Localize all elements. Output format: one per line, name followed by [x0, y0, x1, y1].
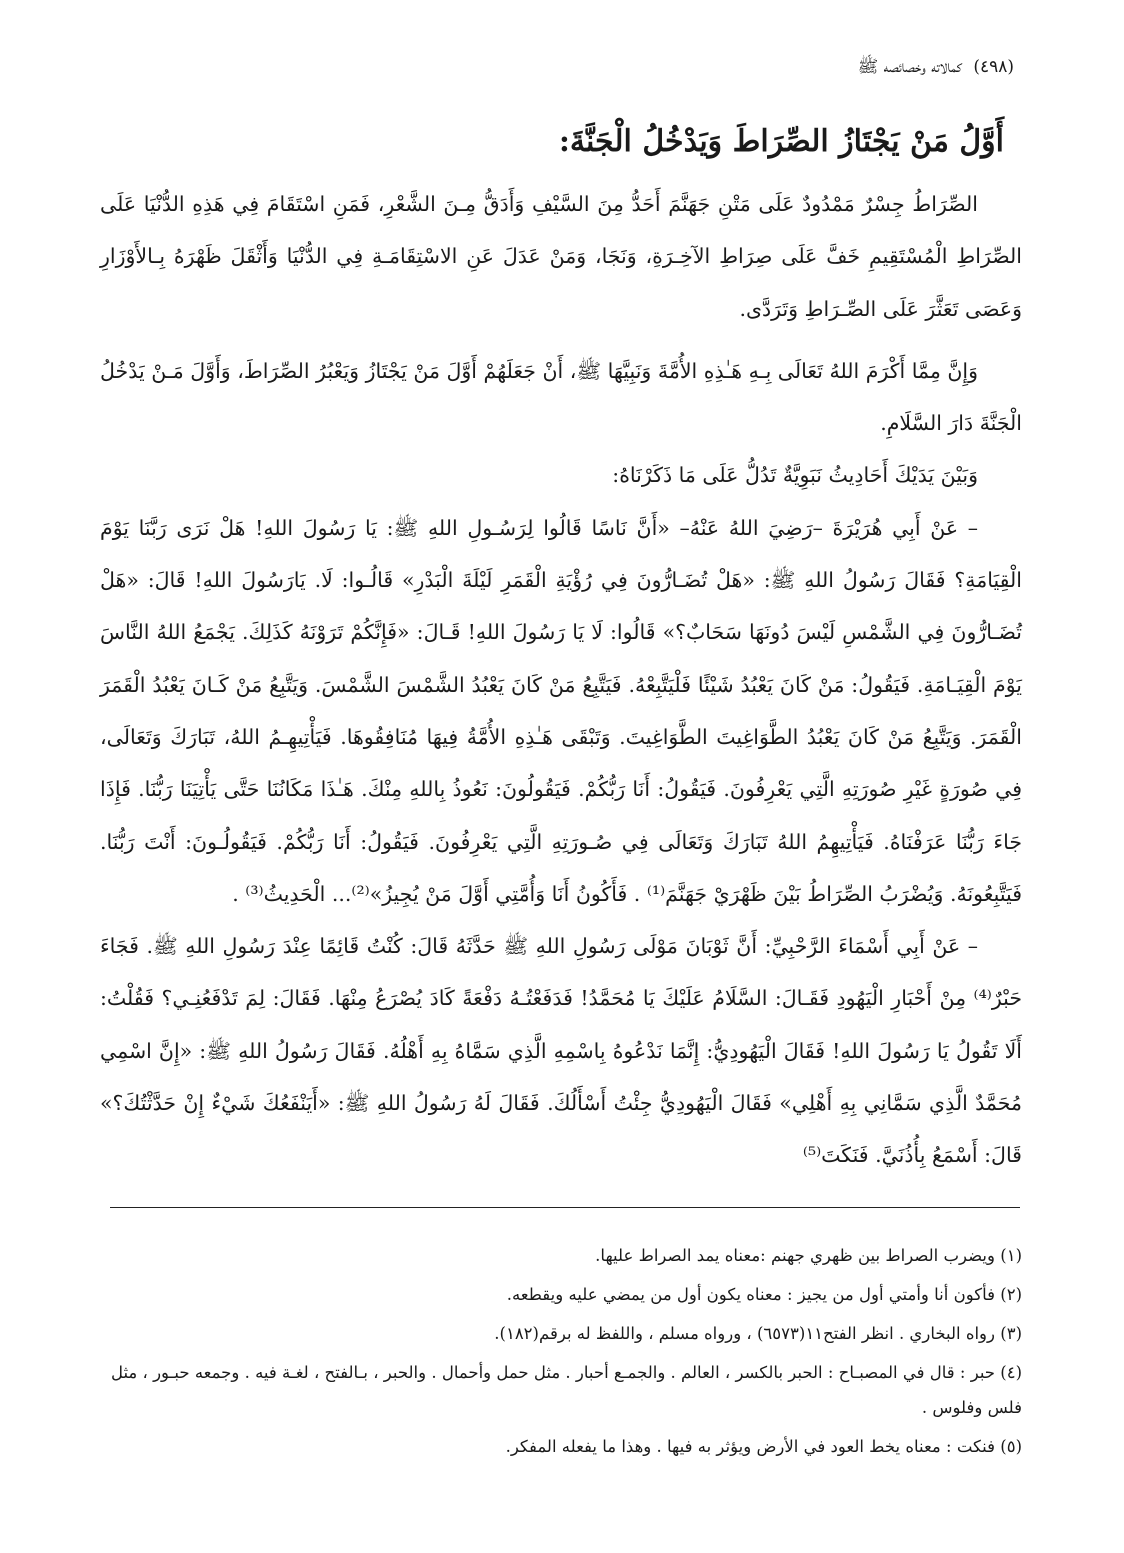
footnote-4: (٤) حبر : قال في المصبـاح : الحبر بالكسر ، العالم . والجمـع أحبار . مثل حمل وأحمال . والحبر ، بـالفتح ، لغـة فيه . وجمعه حبـور ، مثل فلس وفلوس . [110, 1363, 1022, 1417]
footnote-2: (٢) فأكون أنا وأمتي أول من يجيز : معناه يكون أول من يمضي عليه ويقطعه. [506, 1285, 1022, 1304]
footnote-3: (٣) رواه البخاري . انظر الفتح١١(٦٥٧٣) ، ورواه مسلم ، واللفظ له برقم(١٨٢). [494, 1324, 1022, 1343]
paragraph: وَإِنَّ مِمَّا أَكْرَمَ اللهُ تَعَالَى بِـهِ هَـٰذِهِ الأُمَّةَ وَنَبِيَّهَا ﷺ، أَنْ جَعَلَهُمْ أَوَّلَ مَنْ يَجْتَازُ وَيَعْبُرُ الصِّرَاطَ، وَأَوَّلَ مَـنْ يَدْخُلُ الْجَنَّةَ دَارَ السَّلَامِ. [100, 358, 1022, 436]
section-title: أَوَّلُ مَنْ يَجْتَازُ الصِّرَاطَ وَيَدْخُلُ الْجَنَّةَ: [558, 124, 1004, 159]
footnotes [100, 1238, 1022, 1468]
footnote-5: (٥) فنكت : معناه يخط العود في الأرض ويؤثر به فيها . وهذا ما يفعله المفكر. [505, 1437, 1022, 1456]
page-number: (٤٩٨) [973, 57, 1014, 77]
paragraph: – عَنْ أَبِي أَسْمَاءَ الرَّحْبِيِّ: أَنَّ ثَوْبَانَ مَوْلَى رَسُولِ اللهِ ﷺ حَدَّثَهُ قَالَ: كُنْتُ قَائِمًا عِنْدَ رَسُولِ اللهِ ﷺ. فَجَاءَ حَبْرٌ⁽⁴⁾ مِنْ أَحْبَارِ الْيَهُودِ فَقَـالَ: السَّلَامُ عَلَيْكَ يَا مُحَمَّدُ! فَدَفَعْتُـهُ دَفْعَةً كَادَ يُصْرَعُ مِنْهَا. فَقَالَ: لِمَ تَدْفَعُنِـي؟ فَقُلْتُ: أَلَا تَقُولُ يَا رَسُولَ اللهِ! فَقَالَ الْيَهُودِيُّ: إِنَّمَا نَدْعُوهُ بِاسْمِهِ الَّذِي سَمَّاهُ بِهِ أَهْلُهُ. فَقَالَ رَسُولُ اللهِ ﷺ: «إِنَّ اسْمِي مُحَمَّدٌ الَّذِي سَمَّانِي بِهِ أَهْلِي» فَقَالَ الْيَهُودِيُّ جِئْتُ أَسْأَلُكَ. فَقَالَ لَهُ رَسُولُ اللهِ ﷺ: «أَيَنْفَعُكَ شَيْءٌ إِنْ حَدَّثْتُكَ؟» قَالَ: أَسْمَعُ بِأُذُنَيَّ. فَنَكَتَ⁽⁵⁾ [100, 934, 1022, 1168]
main-text [100, 178, 1022, 1182]
footnote-divider [110, 1207, 1020, 1208]
paragraph: الصِّرَاطُ جِسْرٌ مَمْدُودٌ عَلَى مَتْنِ جَهَنَّمَ أَحَدُّ مِنَ السَّيْفِ وَأَدَقُّ مِـنَ الشَّعْرِ، فَمَنِ اسْتَقَامَ فِي هَذِهِ الدُّنْيَا عَلَى الصِّرَاطِ الْمُسْتَقِيمِ خَفَّ عَلَى صِرَاطِ الآخِـرَةِ، وَنَجَا، وَمَنْ عَدَلَ عَنِ الاسْتِقَامَـةِ فِي الدُّنْيَا وَأَثْقَلَ ظَهْرَهُ بِـالأَوْزَارِ وَعَصَى تَعَثَّرَ عَلَى الصِّـرَاطِ وَتَرَدَّى. [100, 192, 1022, 321]
running-title: كمالاته وخصائصه ﷺ [857, 57, 962, 77]
page-header [694, 56, 1014, 81]
paragraph: – عَنْ أَبِي هُرَيْرَةَ –رَضِيَ اللهُ عَنْهُ– «أَنَّ نَاسًا قَالُوا لِرَسُـولِ اللهِ ﷺ: يَا رَسُولَ اللهِ! هَلْ نَرَى رَبَّنَا يَوْمَ الْقِيَامَةِ؟ فَقَالَ رَسُولُ اللهِ ﷺ: «هَلْ تُضَـارُّونَ فِي رُؤْيَةِ الْقَمَرِ لَيْلَةَ الْبَدْرِ» قَالُـوا: لَا. يَارَسُولَ اللهِ! قَالَ: «هَلْ تُضَـارُّونَ فِي الشَّمْسِ لَيْسَ دُونَهَا سَحَابٌ؟» قَالُوا: لَا يَا رَسُولَ اللهِ! قَـالَ: «فَإِنَّكُمْ تَرَوْنَهُ كَذَلِكَ. يَجْمَعُ اللهُ النَّاسَ يَوْمَ الْقِيَـامَةِ. فَيَقُولُ: مَنْ كَانَ يَعْبُدُ شَيْئًا فَلْيَتَّبِعْهُ. فَيَتَّبِعُ مَنْ كَانَ يَعْبُدُ الشَّمْسَ الشَّمْسَ. وَيَتَّبِعُ مَنْ كَـانَ يَعْبُدُ الْقَمَرَ الْقَمَرَ. وَيَتَّبِعُ مَنْ كَانَ يَعْبُدُ الطَّوَاغِيتَ الطَّوَاغِيتَ. وَتَبْقَى هَـٰذِهِ الأُمَّةُ فِيهَا مُنَافِقُوهَا. فَيَأْتِيهِـمُ اللهُ، تَبَارَكَ وَتَعَالَى، فِي صُورَةٍ غَيْرِ صُورَتِهِ الَّتِي يَعْرِفُونَ. فَيَقُولُ: أَنَا رَبُّكُمْ. فَيَقُولُونَ: نَعُوذُ بِاللهِ مِنْكَ. هَـٰذَا مَكَانُنَا حَتَّى يَأْتِيَنَا رَبُّنَا. فَإِذَا جَاءَ رَبُّنَا عَرَفْنَاهُ. فَيَأْتِيهِمُ اللهُ تَبَارَكَ وَتَعَالَى فِي صُـورَتِهِ الَّتِي يَعْرِفُونَ. فَيَقُولُ: أَنَا رَبُّكُمْ. فَيَقُولُـونَ: أَنْتَ رَبُّنَا. فَيَتَّبِعُونَهُ. وَيُضْرَبُ الصِّرَاطُ بَيْنَ ظَهْرَيْ جَهَنَّمَ⁽¹⁾ . فَأَكُونُ أَنَا وَأُمَّتِي أَوَّلَ مَنْ يُجِيزُ»⁽²⁾... الْحَدِيثُ⁽³⁾ . [100, 515, 1022, 906]
footnote-1: (١) ويضرب الصراط بين ظهري جهنم :معناه يمد الصراط عليها. [595, 1246, 1022, 1265]
paragraph: وَبَيْنَ يَدَيْكَ أَحَادِيثُ نَبَوِيَّةٌ تَدُلُّ عَلَى مَا ذَكَرْنَاهُ: [612, 463, 978, 488]
